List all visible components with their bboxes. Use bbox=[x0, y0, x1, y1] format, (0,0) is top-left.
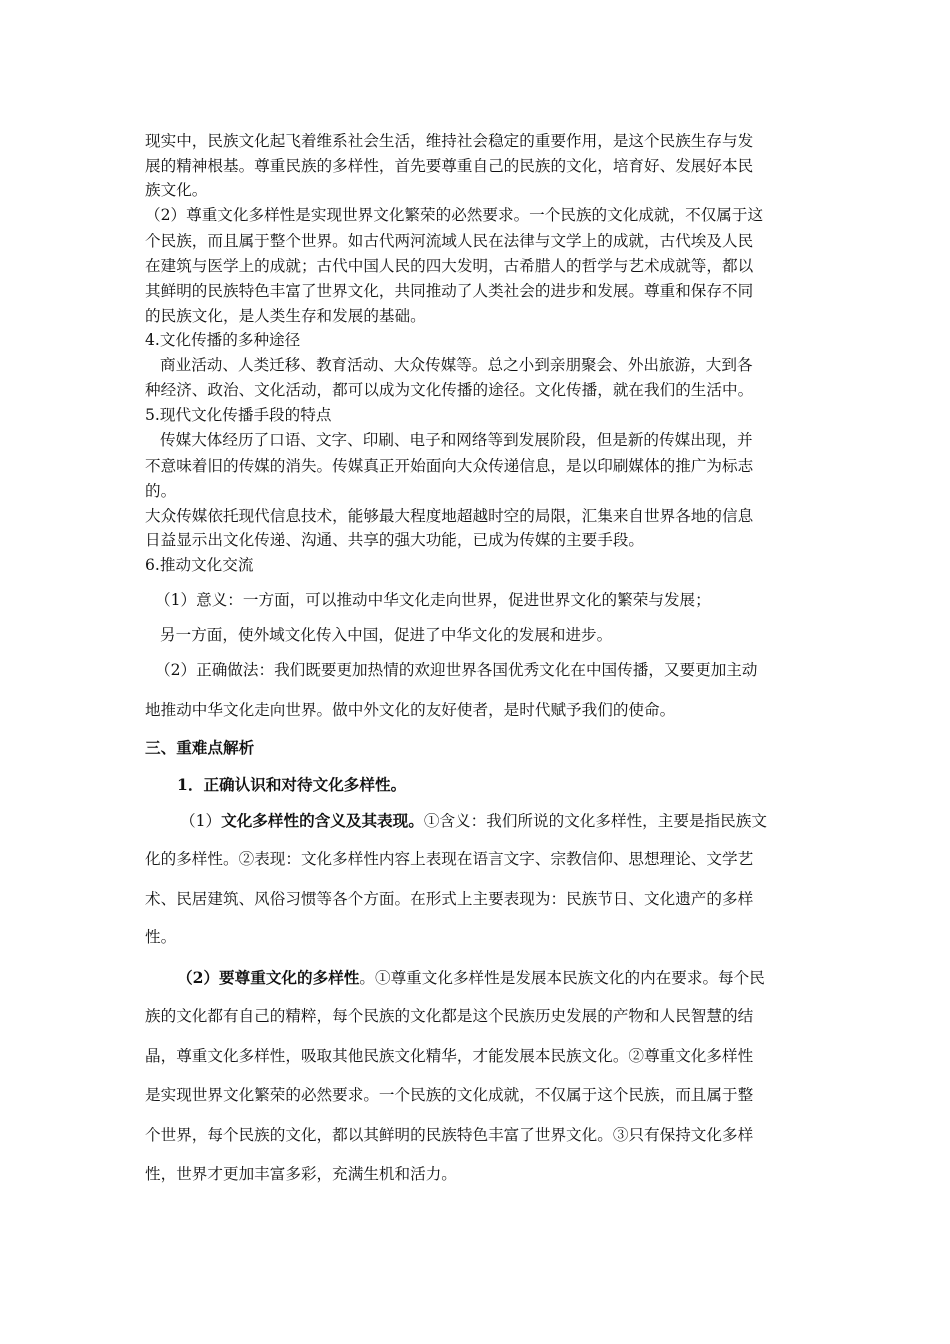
body-text: 术、民居建筑、风俗习惯等各个方面。在形式上主要表现为：民族节日、文化遗产的多样 bbox=[145, 890, 754, 908]
body-text: 另一方面，使外域文化传入中国，促进了中华文化的发展和进步。 bbox=[160, 626, 613, 644]
body-text: 族文化。 bbox=[145, 181, 208, 199]
body-text: （2）正确做法：我们既要更加热情的欢迎世界各国优秀文化在中国传播，又要更加主动 bbox=[155, 661, 758, 679]
body-text: （2）尊重文化多样性是实现世界文化繁荣的必然要求。一个民族的文化成就，不仅属于这 bbox=[145, 206, 764, 224]
body-text: 现实中，民族文化起飞着维系社会生活，维持社会稳定的重要作用，是这个民族生存与发 bbox=[145, 132, 754, 150]
body-text: 大众传媒依托现代信息技术，能够最大程度地超越时空的局限，汇集来自世界各地的信息 bbox=[145, 507, 754, 525]
body-text: 的。 bbox=[145, 482, 177, 500]
body-text: 性。 bbox=[145, 928, 177, 946]
section-heading: 6.推动文化交流 bbox=[145, 556, 254, 574]
body-text: 种经济、政治、文化活动，都可以成为文化传播的途径。文化传播，就在我们的生活中。 bbox=[145, 381, 754, 399]
body-text: 晶，尊重文化多样性，吸取其他民族文化精华，才能发展本民族文化。②尊重文化多样性 bbox=[145, 1047, 754, 1065]
paragraph-line bbox=[177, 968, 765, 988]
body-text: 地推动中华文化走向世界。做中外文化的友好使者，是时代赋予我们的使命。 bbox=[145, 701, 676, 719]
body-text: 性，世界才更加丰富多彩，充满生机和活力。 bbox=[145, 1165, 457, 1183]
inline-text: 。①尊重文化多样性是发展本民族文化的内在要求。每个民 bbox=[359, 969, 765, 987]
section-heading: 5.现代文化传播手段的特点 bbox=[145, 406, 332, 424]
body-text: 个世界，每个民族的文化，都以其鲜明的民族特色丰富了世界文化。③只有保持文化多样 bbox=[145, 1126, 754, 1144]
body-text: 个民族，而且属于整个世界。如古代两河流域人民在法律与文学上的成就，古代埃及人民 bbox=[145, 232, 754, 250]
body-text: 族的文化都有自己的精粹，每个民族的文化都是这个民族历史发展的产物和人民智慧的结 bbox=[145, 1007, 754, 1025]
body-text: 在建筑与医学上的成就；古代中国人民的四大发明，古希腊人的哲学与艺术成就等，都以 bbox=[145, 257, 754, 275]
body-text: 展的精神根基。尊重民族的多样性，首先要尊重自己的民族的文化，培育好、发展好本民 bbox=[145, 157, 754, 175]
body-text: 是实现世界文化繁荣的必然要求。一个民族的文化成就，不仅属于这个民族，而且属于整 bbox=[145, 1086, 754, 1104]
sub-heading: 1．正确认识和对待文化多样性。 bbox=[177, 775, 407, 794]
section-heading: 4.文化传播的多种途径 bbox=[145, 331, 301, 349]
body-text: 商业活动、人类迁移、教育活动、大众传媒等。总之小到亲朋聚会、外出旅游，大到各 bbox=[160, 356, 753, 374]
body-text: 其鲜明的民族特色丰富了世界文化，共同推动了人类社会的进步和发展。尊重和保存不同 bbox=[145, 282, 754, 300]
body-text: 不意味着旧的传媒的消失。传媒真正开始面向大众传递信息，是以印刷媒体的推广为标志 bbox=[145, 457, 754, 475]
body-text: 的民族文化，是人类生存和发展的基础。 bbox=[145, 307, 426, 325]
item-number: （1） bbox=[180, 812, 222, 830]
body-text: （1）意义：一方面，可以推动中华文化走向世界，促进世界文化的繁荣与发展； bbox=[155, 591, 711, 609]
inline-text: ①含义：我们所说的文化多样性，主要是指民族文 bbox=[423, 812, 767, 830]
body-text: 传媒大体经历了口语、文字、印刷、电子和网络等到发展阶段，但是新的传媒出现，并 bbox=[160, 431, 753, 449]
body-text: 日益显示出文化传递、沟通、共享的强大功能，已成为传媒的主要手段。 bbox=[145, 531, 645, 549]
bold-lead: （2）要尊重文化的多样性 bbox=[177, 968, 360, 987]
paragraph-line bbox=[180, 811, 767, 831]
body-text: 化的多样性。②表现：文化多样性内容上表现在语言文字、宗教信仰、思想理论、文学艺 bbox=[145, 850, 754, 868]
bold-lead: 文化多样性的含义及其表现。 bbox=[221, 811, 424, 830]
section-heading: 三、重难点解析 bbox=[145, 738, 255, 757]
